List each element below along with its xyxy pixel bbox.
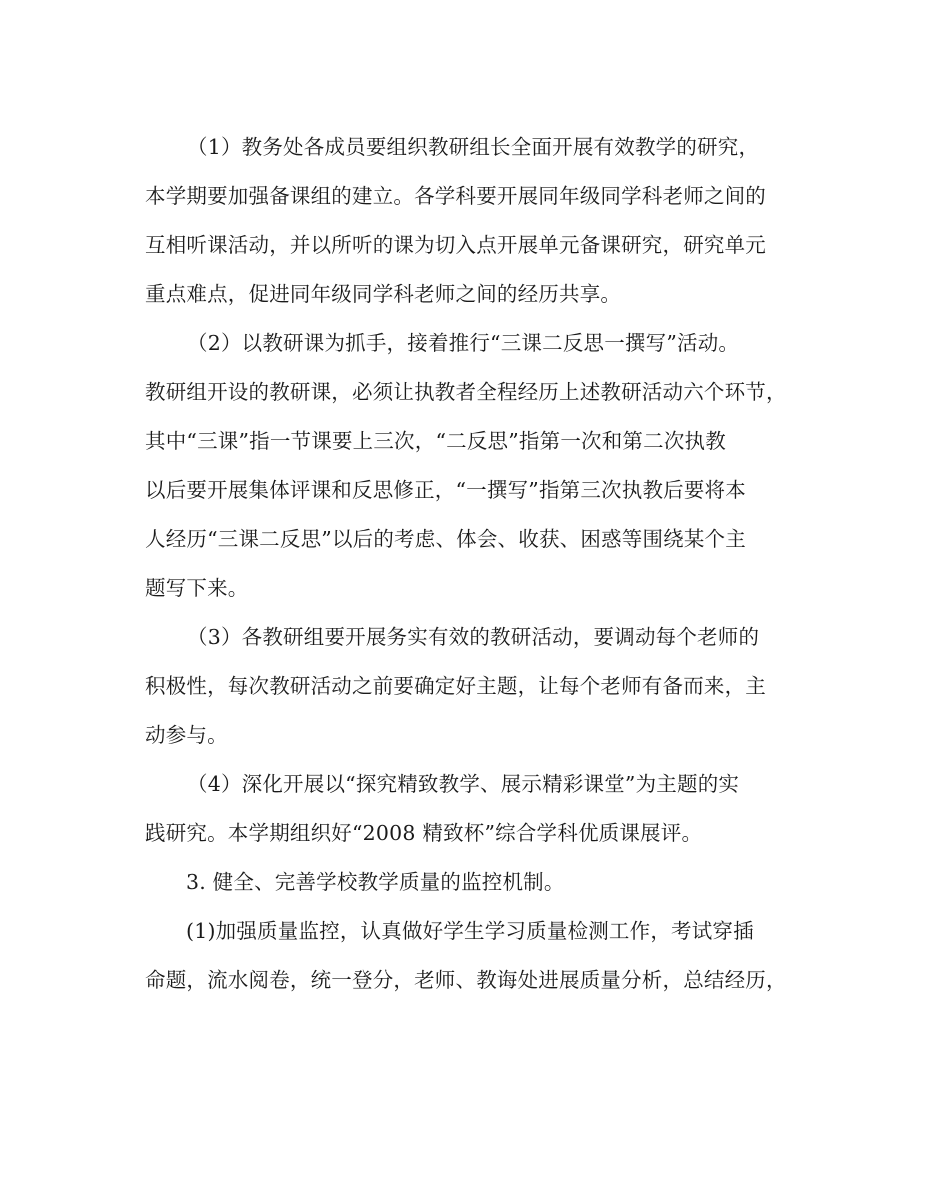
paragraph-2-line-1: （2）以教研课为抓手，接着推行“三课二反思一撰写”活动。 (187, 331, 740, 355)
paragraph-1-line-2: 本学期要加强备课组的建立。各学科要开展同年级同学科老师之间的 (145, 184, 766, 208)
paragraph-3-line-1: （3）各教研组要开展务实有效的教研活动，要调动每个老师的 (187, 625, 760, 649)
paragraph-1-line-3: 互相听课活动，并以所听的课为切入点开展单元备课研究，研究单元 (145, 233, 766, 257)
paragraph-3-line-3: 动参与。 (145, 723, 228, 747)
paragraph-5-line-2: 命题，流水阅卷，统一登分，老师、教诲处进展质量分析，总结经历， (145, 968, 787, 992)
paragraph-2-line-2: 教研组开设的教研课，必须让执教者全程经历上述教研活动六个环节， (145, 380, 787, 404)
paragraph-1-line-1: （1）教务处各成员要组织教研组长全面开展有效教学的研究， (187, 135, 760, 159)
paragraph-2-line-4: 以后要开展集体评课和反思修正，“一撰写”指第三次执教后要将本 (145, 478, 746, 502)
paragraph-2-line-5: 人经历“三课二反思”以后的考虑、体会、收获、困惑等围绕某个主 (145, 527, 746, 551)
paragraph-2-line-6: 题写下来。 (145, 576, 249, 600)
paragraph-4-line-2: 践研究。本学期组织好“2008 精致杯”综合学科优质课展评。 (145, 821, 703, 845)
paragraph-4-line-1: （4）深化开展以“探究精致教学、展示精彩课堂”为主题的实 (187, 772, 740, 796)
paragraph-5-line-1: (1)加强质量监控，认真做好学生学习质量检测工作，考试穿插 (186, 919, 754, 943)
section-heading-3: 3. 健全、完善学校教学质量的监控机制。 (186, 870, 565, 894)
paragraph-3-line-2: 积极性，每次教研活动之前要确定好主题，让每个老师有备而来，主 (145, 674, 766, 698)
paragraph-2-line-3: 其中“三课”指一节课要上三次，“二反思”指第一次和第二次执教 (145, 429, 726, 453)
paragraph-1-line-4: 重点难点，促进同年级同学科老师之间的经历共享。 (145, 282, 622, 306)
